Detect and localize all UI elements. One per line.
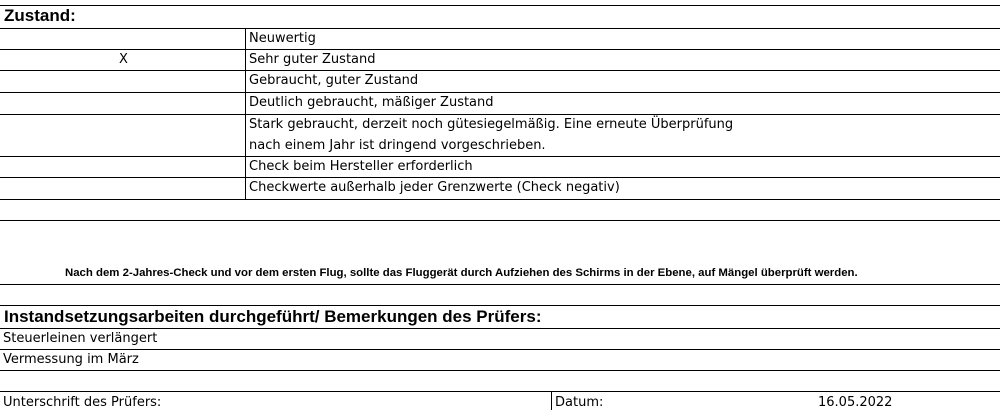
date-value: 16.05.2022 — [818, 395, 893, 410]
row-divider — [0, 114, 1000, 115]
zustand-row-mark: X — [119, 52, 128, 67]
zustand-row-label: Check beim Hersteller erforderlich — [249, 159, 473, 174]
row-divider — [0, 349, 1000, 350]
section-border — [0, 284, 1000, 285]
row-divider — [0, 328, 1000, 329]
zustand-row-label-continued: nach einem Jahr ist dringend vorgeschrieben. — [249, 138, 546, 153]
zustand-row-label: Stark gebraucht, derzeit noch gütesiegelmäßig. Eine erneute Überprüfung — [249, 117, 734, 132]
row-divider — [0, 156, 1000, 157]
signature-label: Unterschrift des Prüfers: — [3, 395, 162, 410]
column-divider — [551, 391, 552, 410]
row-divider — [0, 199, 1000, 200]
zustand-title: Zustand: — [4, 6, 76, 25]
row-divider — [0, 391, 1000, 392]
repairs-line: Vermessung im März — [3, 352, 139, 367]
section-top-border — [0, 5, 1000, 6]
row-divider — [0, 177, 1000, 178]
zustand-row-label: Neuwertig — [249, 31, 316, 46]
row-divider — [0, 49, 1000, 50]
zustand-row-label: Checkwerte außerhalb jeder Grenzwerte (Check negativ) — [249, 180, 620, 195]
zustand-row-label: Gebraucht, guter Zustand — [249, 73, 419, 88]
column-divider — [245, 28, 246, 199]
repairs-line: Steuerleinen verlängert — [3, 331, 158, 346]
flight-check-note: Nach dem 2-Jahres-Check und vor dem ersten Flug, sollte das Fluggerät durch Aufziehen des Schirms in der Ebene, auf Mängel überprüft werden. — [65, 267, 858, 279]
row-divider — [0, 370, 1000, 371]
row-divider — [0, 92, 1000, 93]
date-label: Datum: — [555, 395, 604, 410]
zustand-row-label: Sehr guter Zustand — [249, 52, 376, 67]
section-border — [0, 220, 1000, 221]
repairs-title: Instandsetzungsarbeiten durchgeführt/ Bemerkungen des Prüfers: — [4, 307, 542, 326]
section-border — [0, 305, 1000, 306]
zustand-row-label: Deutlich gebraucht, mäßiger Zustand — [249, 95, 494, 110]
row-divider — [0, 28, 1000, 29]
row-divider — [0, 70, 1000, 71]
